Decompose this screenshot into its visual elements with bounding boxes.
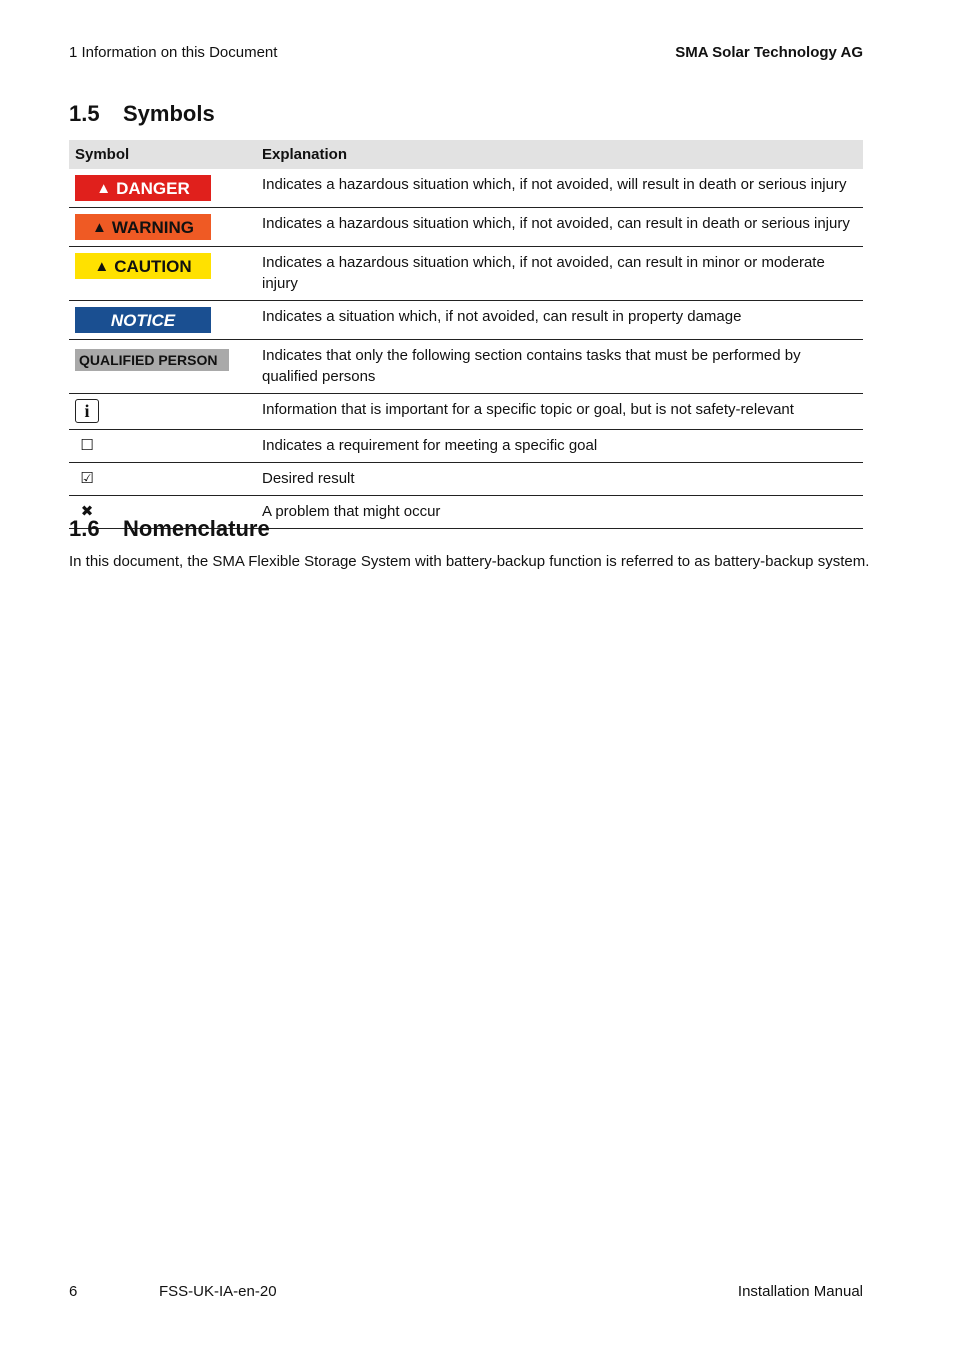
explanation-cell: Indicates a situation which, if not avoided, can result in property damage	[256, 301, 863, 340]
document-type: Installation Manual	[737, 1283, 863, 1300]
nomenclature-paragraph: In this document, the SMA Flexible Storage System with battery-backup function is referred to as battery-backup system.	[69, 553, 870, 570]
section-number: 1.5	[69, 101, 100, 126]
danger-badge: ▲ DANGER	[75, 175, 211, 201]
explanation-cell: Information that is important for a specific topic or goal, but is not safety-relevant	[256, 394, 863, 430]
document-id: FSS-UK-IA-en-20	[159, 1283, 277, 1300]
checkbox-checked-icon: ☑	[80, 470, 94, 487]
column-header-explanation: Explanation	[256, 140, 863, 169]
table-row	[69, 247, 863, 301]
table-row	[69, 340, 863, 394]
warning-triangle-icon: ▲	[96, 179, 112, 197]
qualified-person-badge: QUALIFIED PERSON	[75, 349, 229, 371]
page-number: 6	[69, 1283, 78, 1300]
section-title: Nomenclature	[123, 516, 270, 541]
table-row	[69, 430, 863, 463]
table-row	[69, 394, 863, 430]
table-row	[69, 208, 863, 247]
warning-triangle-icon: ▲	[91, 218, 107, 236]
explanation-cell: Indicates that only the following section contains tasks that must be performed by qualified persons	[256, 340, 863, 394]
warning-triangle-icon: ▲	[94, 257, 110, 275]
warning-badge: ▲ WARNING	[75, 214, 211, 240]
column-header-symbol: Symbol	[69, 140, 256, 169]
notice-badge: NOTICE	[75, 307, 211, 333]
explanation-cell: Indicates a requirement for meeting a specific goal	[256, 430, 863, 463]
caution-badge: ▲ CAUTION	[75, 253, 211, 279]
table-row	[69, 463, 863, 496]
section-heading-symbols	[69, 101, 215, 127]
explanation-cell: Indicates a hazardous situation which, if not avoided, can result in minor or moderate injury	[256, 247, 863, 301]
explanation-cell: Indicates a hazardous situation which, if not avoided, will result in death or serious injury	[256, 169, 863, 208]
table-row	[69, 301, 863, 340]
cross-icon: ✖	[80, 503, 94, 520]
explanation-cell: A problem that might occur	[256, 496, 863, 529]
section-number: 1.6	[69, 516, 100, 541]
page-header	[69, 44, 863, 61]
company-name: SMA Solar Technology AG	[675, 44, 863, 61]
chapter-title: 1 Information on this Document	[69, 44, 278, 61]
checkbox-empty-icon: ☐	[80, 437, 94, 454]
explanation-cell: Desired result	[256, 463, 863, 496]
section-heading-nomenclature	[69, 516, 270, 542]
section-title: Symbols	[123, 101, 215, 126]
info-icon: i	[75, 399, 99, 423]
table-header-row	[69, 140, 863, 169]
table-row	[69, 169, 863, 208]
symbols-table	[69, 140, 863, 529]
explanation-cell: Indicates a hazardous situation which, if not avoided, can result in death or serious injury	[256, 208, 863, 247]
